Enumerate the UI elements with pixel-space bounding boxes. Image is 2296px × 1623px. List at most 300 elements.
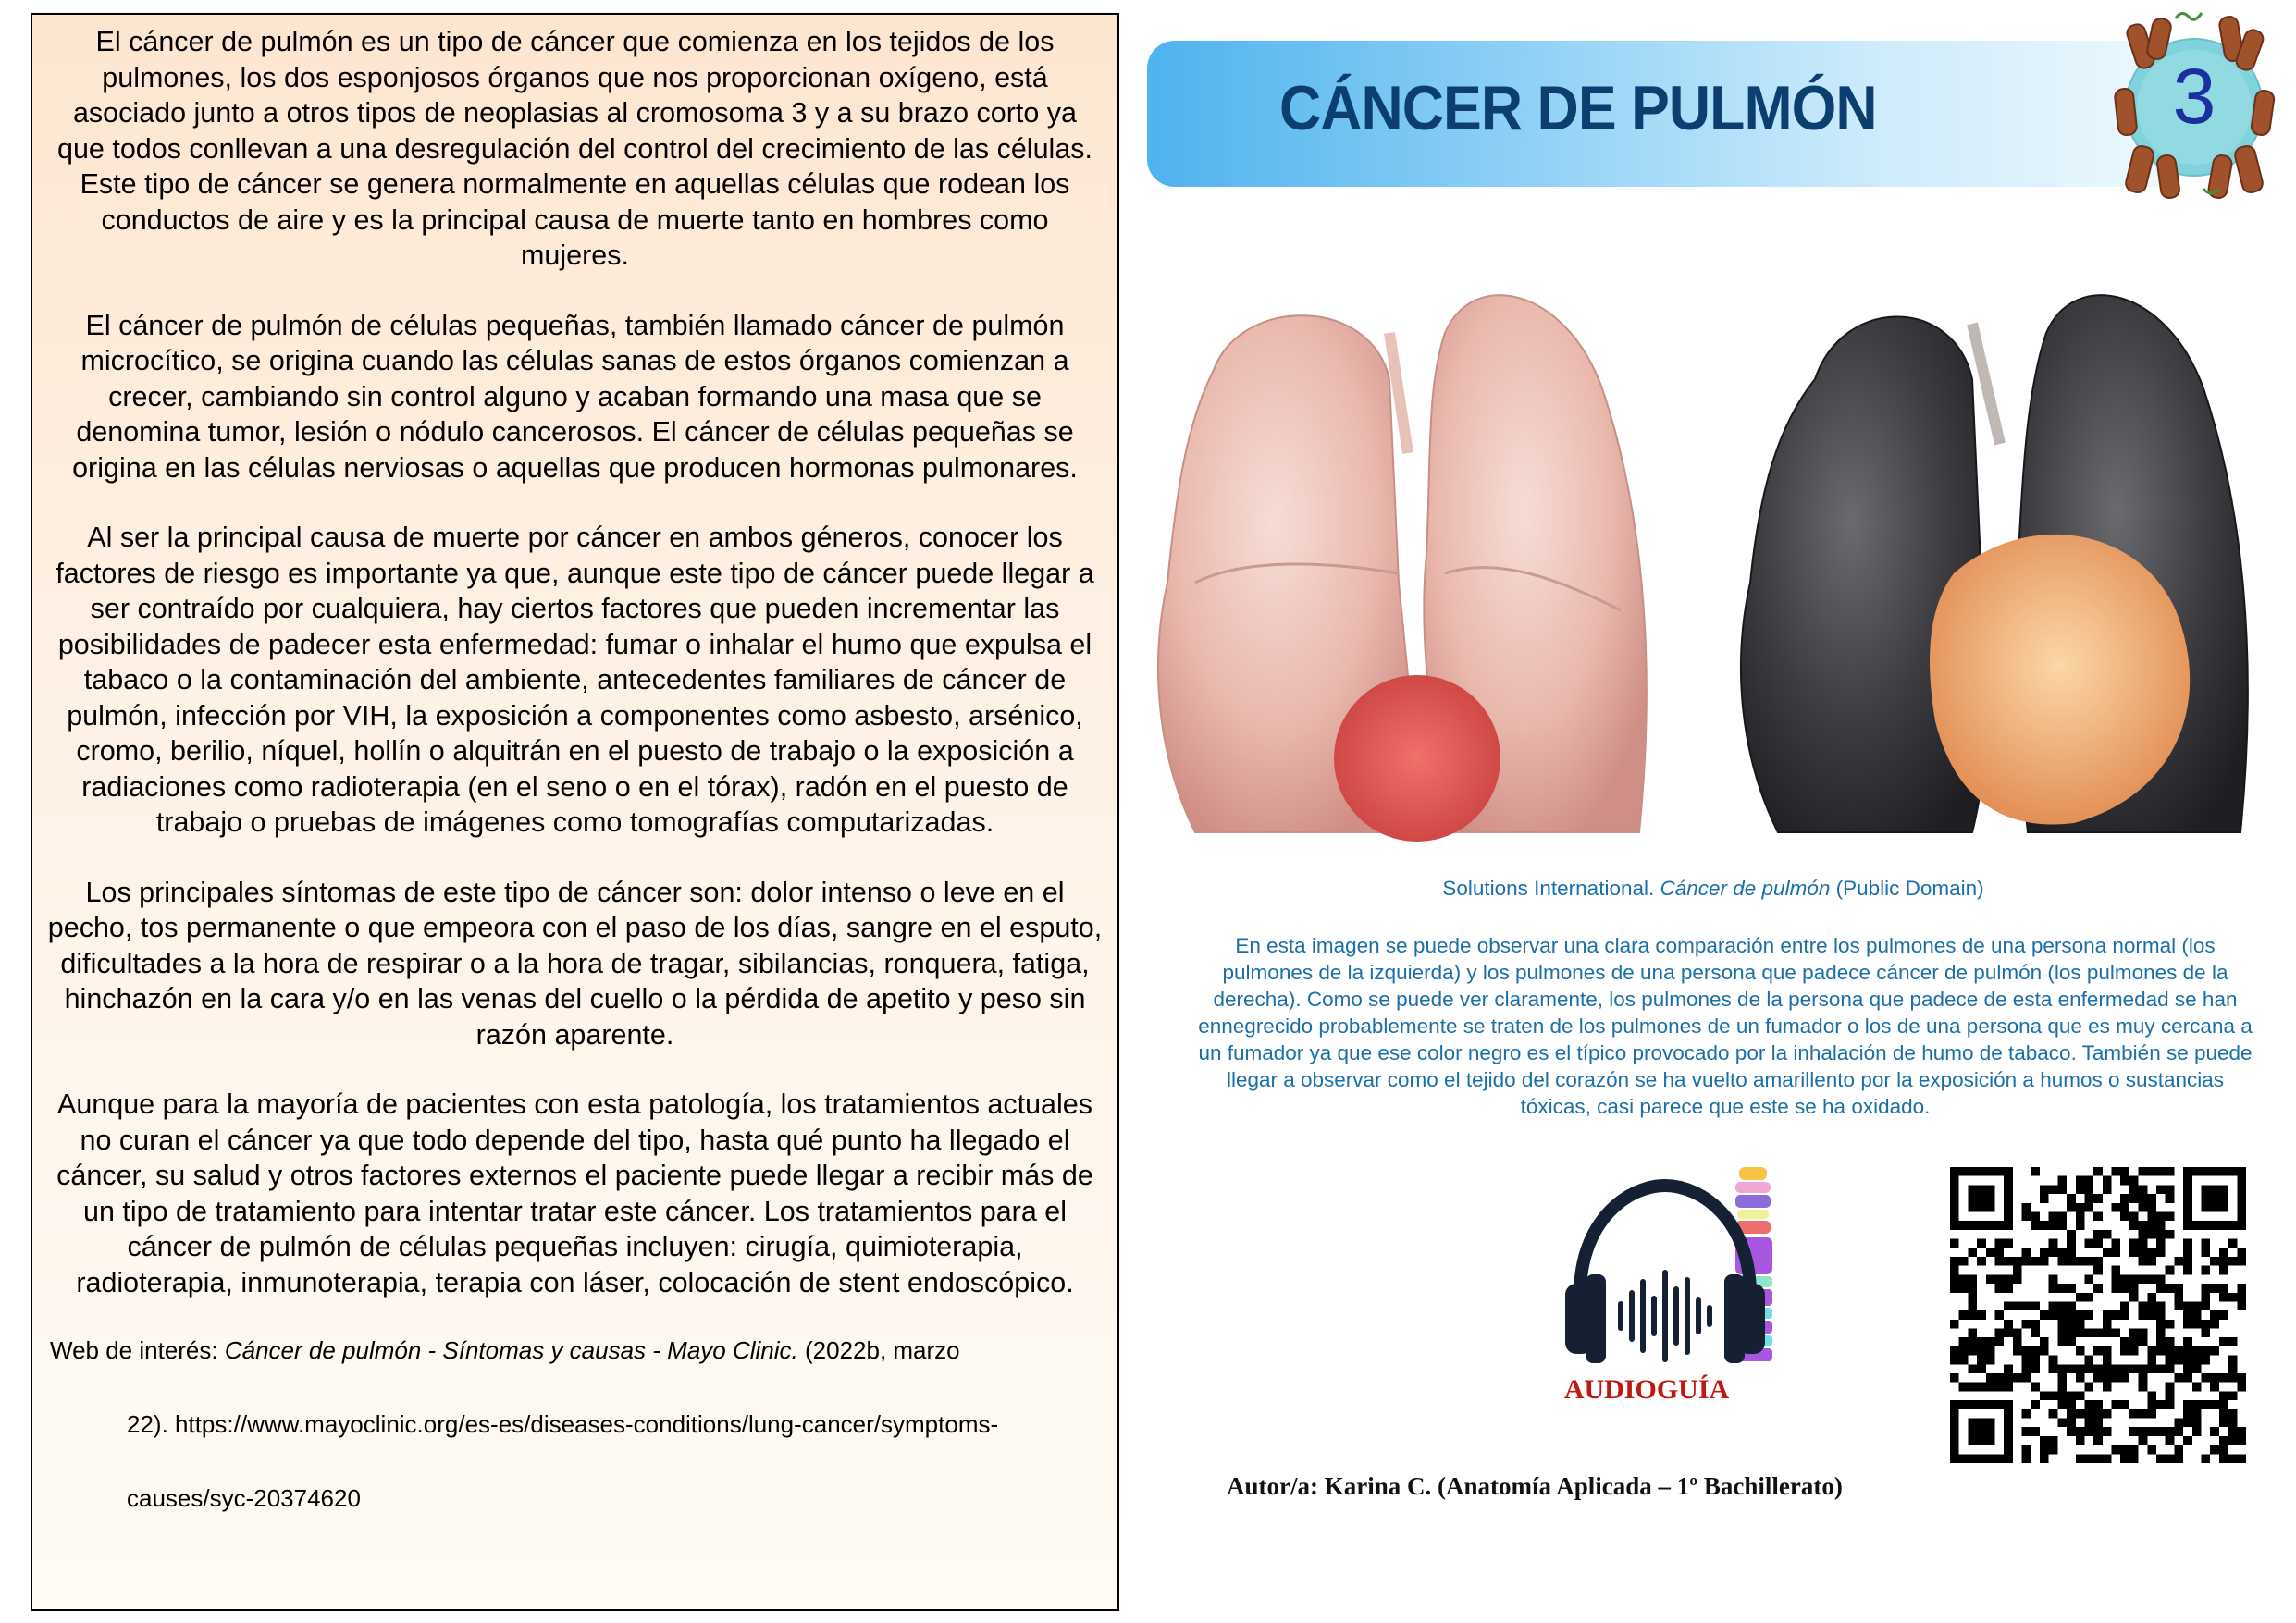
qr-module <box>2057 1211 2067 1221</box>
qr-module <box>2103 1409 2112 1419</box>
qr-module <box>2120 1364 2129 1373</box>
qr-module <box>2139 1329 2148 1338</box>
qr-module <box>2183 1436 2192 1445</box>
qr-module <box>2067 1310 2076 1320</box>
qr-module <box>2103 1310 2112 1320</box>
qr-module <box>2129 1329 2139 1338</box>
qr-module <box>2112 1239 2121 1248</box>
qr-module <box>2139 1364 2148 1373</box>
qr-module <box>2183 1409 2192 1419</box>
qr-module <box>2040 1257 2049 1266</box>
qr-module <box>2228 1454 2238 1463</box>
qr-module <box>2174 1346 2183 1356</box>
qr-module <box>2147 1248 2156 1257</box>
qr-module <box>2022 1409 2031 1419</box>
qr-module <box>2067 1203 2076 1212</box>
qr-module <box>2103 1373 2112 1383</box>
qr-module <box>2022 1364 2031 1373</box>
qr-module <box>2219 1293 2228 1302</box>
qr-module <box>2147 1203 2156 1212</box>
qr-module <box>2120 1454 2129 1463</box>
qr-module <box>2013 1373 2022 1383</box>
qr-module <box>2166 1364 2175 1373</box>
qr-module <box>2192 1383 2202 1392</box>
qr-module <box>2004 1274 2013 1284</box>
qr-module <box>2166 1185 2175 1194</box>
qr-module <box>2076 1176 2085 1186</box>
qr-module <box>2022 1445 2031 1455</box>
qr-module <box>2166 1383 2175 1392</box>
qr-module <box>2067 1391 2076 1400</box>
qr-module <box>2174 1257 2183 1266</box>
qr-module <box>1994 1329 2004 1338</box>
qr-module <box>2040 1221 2049 1230</box>
qr-module <box>2076 1203 2085 1212</box>
qr-module <box>2192 1320 2202 1329</box>
web-reference-url-line2[interactable]: causes/syc-20374620 <box>127 1484 361 1512</box>
qr-module <box>2013 1346 2022 1356</box>
qr-module <box>2192 1419 2202 1428</box>
qr-module <box>2067 1257 2076 1266</box>
qr-module <box>2004 1284 2013 1293</box>
qr-module <box>2129 1445 2139 1455</box>
qr-module <box>2057 1320 2067 1329</box>
qr-module <box>2031 1356 2040 1365</box>
qr-module <box>2076 1373 2085 1383</box>
qr-module <box>2174 1284 2183 1293</box>
qr-module <box>2129 1239 2139 1248</box>
qr-module <box>2156 1364 2166 1373</box>
qr-module <box>2067 1337 2076 1346</box>
qr-module <box>2228 1427 2238 1436</box>
qr-module <box>1986 1274 1995 1284</box>
qr-module <box>2129 1185 2139 1194</box>
paragraph-treatments: Aunque para la mayoría de pacientes con esta patología, los tratamientos actuales no curan el cáncer ya que todo depende del tipo, hasta qué punto ha llegado el cáncer, su salud y otros factores externos el paciente puede llegar a recibir más de un tipo de tratamiento para intentar tratar este cáncer. Los tratamientos para el cáncer de pulmón de células pequeñas incluyen: cirugía, quimioterapia, radioterapia, inmunoterapia, terapia con láser, colocación de stent endoscópico. <box>56 1088 1093 1298</box>
qr-module <box>2174 1301 2183 1310</box>
qr-module <box>2166 1400 2175 1409</box>
qr-module <box>2129 1409 2139 1419</box>
qr-module <box>2129 1337 2139 1346</box>
qr-module <box>2183 1337 2192 1346</box>
qr-module <box>2183 1257 2192 1266</box>
qr-module <box>2057 1391 2067 1400</box>
qr-module <box>2156 1320 2166 1329</box>
qr-module <box>2112 1248 2121 1257</box>
qr-module <box>2192 1310 2202 1320</box>
qr-module <box>1994 1257 2004 1266</box>
qr-module <box>2156 1221 2166 1230</box>
qr-module <box>2210 1346 2219 1356</box>
qr-module <box>2067 1239 2076 1248</box>
qr-module <box>2166 1167 2175 1176</box>
qr-module <box>1977 1257 1986 1266</box>
qr-module <box>2093 1257 2103 1266</box>
qr-module <box>2093 1419 2103 1428</box>
qr-module <box>2174 1445 2183 1455</box>
qr-module <box>2210 1257 2219 1266</box>
qr-module <box>2057 1383 2067 1392</box>
qr-module <box>2139 1427 2148 1436</box>
qr-module <box>2202 1356 2211 1365</box>
qr-module <box>2156 1427 2166 1436</box>
qr-module <box>1959 1346 1969 1356</box>
qr-module <box>2040 1194 2049 1203</box>
qr-module <box>2093 1436 2103 1445</box>
qr-module <box>2183 1373 2192 1383</box>
qr-module <box>2093 1167 2103 1176</box>
qr-module <box>2103 1427 2112 1436</box>
qr-module <box>2228 1337 2238 1346</box>
qr-module <box>2219 1266 2228 1275</box>
qr-module <box>2156 1239 2166 1248</box>
qr-module <box>2084 1239 2093 1248</box>
qr-module <box>2156 1274 2166 1284</box>
qr-module <box>2129 1194 2139 1203</box>
qr-module <box>2093 1239 2103 1248</box>
qr-module <box>1977 1310 1986 1320</box>
qr-module <box>2120 1310 2129 1320</box>
qr-module <box>2139 1194 2148 1203</box>
qr-module <box>1950 1356 1959 1365</box>
qr-module <box>1968 1274 1977 1284</box>
qr-module <box>1968 1419 1994 1445</box>
qr-module <box>2202 1346 2211 1356</box>
qr-module <box>2022 1248 2031 1257</box>
qr-module <box>2183 1239 2192 1248</box>
qr-module <box>2237 1248 2246 1257</box>
qr-module <box>2228 1364 2238 1373</box>
qr-module <box>1959 1356 1969 1365</box>
qr-module <box>2147 1364 2156 1373</box>
qr-module <box>2067 1329 2076 1338</box>
qr-module <box>2067 1301 2076 1310</box>
qr-module <box>2103 1248 2112 1257</box>
qr-module <box>1994 1373 2004 1383</box>
qr-module <box>2076 1427 2085 1436</box>
qr-module <box>2192 1427 2202 1436</box>
qr-module <box>2156 1248 2166 1257</box>
qr-module <box>2120 1167 2129 1176</box>
qr-module <box>2210 1400 2219 1409</box>
qr-module <box>1968 1329 1977 1338</box>
author-credit: Autor/a: Karina C. (Anatomía Aplicada – 1º Bachillerato) <box>1227 1472 1843 1500</box>
qr-module <box>2192 1400 2202 1409</box>
qr-module <box>1950 1239 1959 1248</box>
lungs-comparison-image <box>1140 277 2287 851</box>
qr-module <box>2147 1427 2156 1436</box>
qr-module <box>2210 1373 2219 1383</box>
qr-module <box>2076 1320 2085 1329</box>
qr-module <box>2084 1176 2093 1186</box>
headphones-icon[interactable] <box>1554 1165 1795 1396</box>
qr-module <box>2139 1383 2148 1392</box>
qr-module <box>2129 1274 2139 1284</box>
qr-module <box>2219 1445 2228 1455</box>
qr-module <box>1986 1337 1995 1346</box>
qr-module <box>2022 1356 2031 1365</box>
qr-module <box>2076 1257 2085 1266</box>
qr-module <box>2139 1257 2148 1266</box>
qr-module <box>2067 1400 2076 1409</box>
credit-title: Cáncer de pulmón <box>1660 877 1831 900</box>
qr-module <box>2049 1301 2058 1310</box>
healthy-lungs <box>1158 295 1647 842</box>
qr-module <box>2103 1176 2112 1186</box>
qr-module <box>2202 1266 2211 1275</box>
qr-module <box>2202 1329 2211 1338</box>
qr-module <box>2031 1167 2040 1176</box>
qr-module <box>2076 1211 2085 1221</box>
qr-module <box>2120 1346 2129 1356</box>
qr-module <box>2219 1337 2228 1346</box>
qr-module <box>2093 1329 2103 1338</box>
qr-module <box>2067 1194 2076 1203</box>
qr-module <box>2147 1310 2156 1320</box>
qr-module <box>2103 1383 2112 1392</box>
qr-module <box>2156 1230 2166 1239</box>
qr-module <box>2093 1230 2103 1239</box>
qr-module <box>2022 1346 2031 1356</box>
qr-module <box>2031 1427 2040 1436</box>
qr-module <box>2192 1301 2202 1310</box>
qr-module <box>2031 1320 2040 1329</box>
qr-module <box>2076 1409 2085 1419</box>
audioguide-label[interactable]: AUDIOGUÍA <box>1563 1374 1730 1405</box>
qr-module <box>2076 1436 2085 1445</box>
qr-module <box>2067 1419 2076 1428</box>
paragraph-small-cell: El cáncer de pulmón de células pequeñas, también llamado cáncer de pulmón microcítico, se origina cuando las células sanas de estos órganos comienzan a crecer, cambiando sin control alguno y acaban formando una masa que se denomina tumor, lesión o nódulo cancerosos. El cáncer de células pequeñas se origina en las células nerviosas o aquellas que producen hormonas pulmonares. <box>72 309 1078 484</box>
qr-module <box>2147 1257 2156 1266</box>
qr-module <box>1959 1383 1969 1392</box>
qr-module <box>1968 1284 1977 1293</box>
qr-module <box>2120 1400 2129 1409</box>
qr-module <box>2103 1230 2112 1239</box>
qr-module <box>2084 1329 2093 1338</box>
qr-module <box>1950 1284 1959 1293</box>
qr-module <box>2084 1409 2093 1419</box>
qr-module <box>2228 1356 2238 1365</box>
paragraph-risk-factors: Al ser la principal causa de muerte por cáncer en ambos géneros, conocer los factores de riesgo es importante ya que, aunque este tipo de cáncer puede llegar a ser contraído por cualquiera, hay ciertos factores que pueden incrementar las posibilidades de padecer esta enfermedad: fumar o inhalar el humo que expulsa el tabaco o la contaminación del ambiente, antecedentes familiares de cáncer de pulmón, infección por VIH, la exposición a componentes como asbesto, arsénico, cromo, berilio, níquel, hollín o alquitrán en el puesto de trabajo o la exposición a radiaciones como radioterapia (en el seno o en el tórax), radón en el puesto de trabajo o pruebas de imágenes como tomografías computarizadas. <box>56 522 1094 838</box>
qr-module <box>2049 1364 2058 1373</box>
qr-module <box>2120 1203 2129 1212</box>
qr-module <box>2022 1373 2031 1383</box>
qr-module <box>2147 1445 2156 1455</box>
qr-module <box>2129 1221 2139 1230</box>
qr-module <box>1968 1383 1977 1392</box>
qr-module <box>2202 1373 2211 1383</box>
qr-module <box>1968 1185 1994 1211</box>
qr-module <box>2219 1373 2228 1383</box>
qr-module <box>2049 1185 2058 1194</box>
qr-module <box>2049 1356 2058 1365</box>
qr-module <box>2192 1409 2202 1419</box>
qr-module <box>1994 1310 2004 1320</box>
credit-suffix: (Public Domain) <box>1830 877 1984 900</box>
qr-module <box>2237 1436 2246 1445</box>
qr-module <box>2084 1274 2093 1284</box>
qr-module <box>2166 1356 2175 1365</box>
qr-module <box>2210 1383 2219 1392</box>
qr-module <box>2022 1257 2031 1266</box>
qr-module <box>2147 1221 2156 1230</box>
qr-module <box>2103 1329 2112 1338</box>
qr-module <box>2166 1320 2175 1329</box>
qr-module <box>2103 1356 2112 1365</box>
qr-module <box>2139 1337 2148 1346</box>
qr-module <box>2049 1436 2058 1445</box>
qr-module <box>2049 1445 2058 1455</box>
qr-module <box>2084 1454 2093 1463</box>
qr-module <box>2076 1221 2085 1230</box>
qr-module <box>2022 1320 2031 1329</box>
qr-module <box>2120 1445 2129 1455</box>
qr-module <box>2093 1284 2103 1293</box>
qr-module <box>2166 1337 2175 1346</box>
qr-module <box>2147 1293 2156 1302</box>
qr-module <box>2156 1211 2166 1221</box>
qr-module <box>1994 1239 2004 1248</box>
qr-module <box>2183 1346 2192 1356</box>
qr-module <box>2076 1454 2085 1463</box>
qr-module <box>2076 1293 2085 1302</box>
qr-module <box>2174 1356 2183 1365</box>
qr-module <box>2084 1400 2093 1409</box>
qr-module <box>2049 1310 2058 1320</box>
qr-module <box>1959 1337 1969 1346</box>
qr-module <box>2147 1194 2156 1203</box>
qr-module <box>1959 1274 1969 1284</box>
qr-module <box>2156 1185 2166 1194</box>
qr-module <box>2004 1320 2013 1329</box>
qr-module <box>2049 1284 2058 1293</box>
qr-module <box>2156 1454 2166 1463</box>
qr-module <box>2004 1364 2013 1373</box>
qr-module <box>1959 1257 1969 1266</box>
qr-module <box>1950 1320 1959 1329</box>
qr-module <box>2084 1356 2093 1365</box>
qr-module <box>2139 1248 2148 1257</box>
qr-module <box>2139 1239 2148 1248</box>
web-reference <box>47 1334 1103 1514</box>
qr-module <box>2103 1454 2112 1463</box>
qr-module <box>2183 1266 2192 1275</box>
qr-module <box>2103 1346 2112 1356</box>
qr-module <box>2112 1445 2121 1455</box>
qr-module <box>2120 1301 2129 1310</box>
qr-module <box>2057 1364 2067 1373</box>
qr-module <box>2004 1373 2013 1383</box>
qr-module <box>2219 1257 2228 1266</box>
credit-prefix: Solutions International. <box>1442 877 1660 900</box>
qr-module <box>1994 1383 2004 1392</box>
qr-module <box>2093 1266 2103 1275</box>
qr-module <box>2084 1194 2093 1203</box>
qr-module <box>2139 1185 2148 1194</box>
qr-module <box>2139 1203 2148 1212</box>
qr-module <box>1994 1248 2004 1257</box>
qr-module <box>2084 1427 2093 1436</box>
qr-module <box>2040 1445 2049 1455</box>
qr-module <box>2049 1248 2058 1257</box>
qr-module <box>2057 1400 2067 1409</box>
qr-module <box>2112 1274 2121 1284</box>
qr-module <box>2219 1409 2228 1419</box>
qr-module <box>2210 1427 2219 1436</box>
qr-module <box>2013 1266 2022 1275</box>
qr-module <box>2129 1454 2139 1463</box>
qr-module <box>2057 1248 2067 1257</box>
qr-module <box>2166 1284 2175 1293</box>
qr-module <box>2057 1337 2067 1346</box>
qr-module <box>1977 1239 1986 1248</box>
qr-module <box>2084 1364 2093 1373</box>
qr-module <box>2192 1364 2202 1373</box>
qr-module <box>2139 1167 2148 1176</box>
qr-module <box>1986 1346 1995 1356</box>
qr-module <box>2103 1320 2112 1329</box>
qr-module <box>2237 1383 2246 1392</box>
qr-module <box>2057 1257 2067 1266</box>
qr-module <box>2013 1329 2022 1338</box>
qr-module <box>2156 1167 2166 1176</box>
qr-module <box>2147 1167 2156 1176</box>
qr-module <box>2166 1346 2175 1356</box>
qr-module <box>2120 1176 2129 1186</box>
qr-module <box>2031 1364 2040 1373</box>
qr-module <box>2174 1427 2183 1436</box>
qr-module <box>2183 1248 2192 1257</box>
qr-module <box>2093 1427 2103 1436</box>
qr-module <box>2202 1454 2211 1463</box>
qr-module <box>2022 1203 2031 1212</box>
qr-module <box>2057 1301 2067 1310</box>
qr-module <box>2129 1427 2139 1436</box>
qr-module <box>2210 1284 2219 1293</box>
web-reference-url-line1[interactable]: 22). https://www.mayoclinic.org/es-es/diseases-conditions/lung-cancer/symptoms- <box>127 1410 999 1438</box>
qr-module <box>2183 1320 2192 1329</box>
qr-module <box>1968 1310 1977 1320</box>
qr-module <box>2057 1310 2067 1320</box>
qr-code-icon[interactable] <box>1950 1167 2246 1463</box>
qr-module <box>2120 1211 2129 1221</box>
qr-module <box>2139 1409 2148 1419</box>
qr-module <box>2040 1248 2049 1257</box>
qr-module <box>2040 1454 2049 1463</box>
qr-module <box>2166 1436 2175 1445</box>
qr-module <box>2013 1301 2022 1310</box>
qr-module <box>2112 1400 2121 1409</box>
qr-module <box>2120 1284 2129 1293</box>
qr-module <box>2049 1274 2058 1284</box>
qr-module <box>2166 1391 2175 1400</box>
qr-module <box>1968 1248 1977 1257</box>
qr-module <box>2120 1373 2129 1383</box>
qr-module <box>2057 1221 2067 1230</box>
qr-module <box>2031 1221 2040 1230</box>
qr-module <box>2210 1320 2219 1329</box>
qr-module <box>2112 1364 2121 1373</box>
qr-module <box>2112 1266 2121 1275</box>
qr-module <box>2202 1239 2211 1248</box>
qr-module <box>2219 1419 2228 1428</box>
qr-module <box>2156 1301 2166 1310</box>
qr-module <box>2057 1329 2067 1338</box>
qr-module <box>2093 1194 2103 1203</box>
qr-module <box>2049 1391 2058 1400</box>
qr-module <box>1950 1257 1959 1266</box>
qr-module <box>2156 1400 2166 1409</box>
qr-module <box>2237 1301 2246 1310</box>
